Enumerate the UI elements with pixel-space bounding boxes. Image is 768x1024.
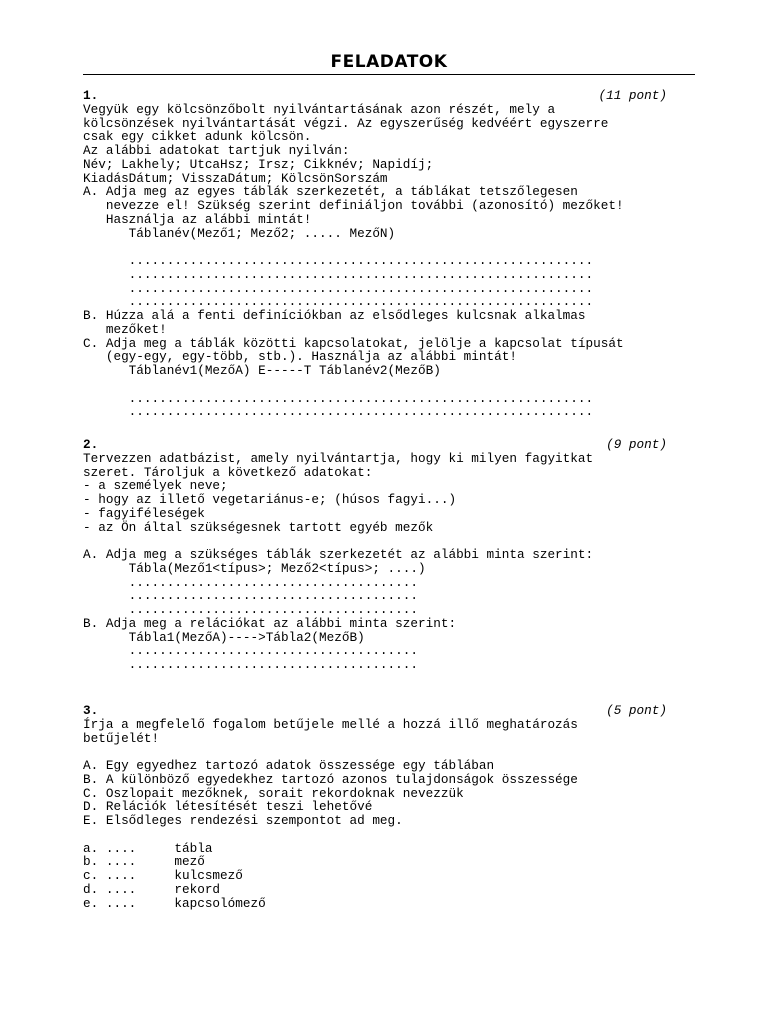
task-number: 2.	[83, 437, 99, 452]
task-text-line: KiadásDátum; VisszaDátum; KölcsönSorszám	[83, 170, 388, 186]
task-text-line: a. .... tábla	[83, 840, 213, 856]
task-text-line: A. Egy egyedhez tartozó adatok összessége egy táblában	[83, 758, 495, 773]
task-text-line: - hogy az illető vegetariánus-e; (húsos fagyi...)	[83, 492, 457, 507]
task-text-line: ......................................	[83, 657, 419, 672]
task-text-line: - a személyek neve;	[83, 478, 228, 494]
task-text-line: C. Adja meg a táblák közötti kapcsolatokat, jelölje a kapcsolat típusát	[83, 335, 624, 351]
task-text-line: ......................................	[83, 602, 419, 617]
task-text-line: .............................................................	[83, 404, 594, 420]
task-text-line: kölcsönzések nyilvántartását végzi. Az egyszerűség kedvéért egyszerre	[83, 115, 609, 131]
task-text-line: B. Húzza alá a fenti definíciókban az elsődleges kulcsnak alkalmas	[83, 308, 586, 323]
task-text-line: Táblanév(Mező1; Mező2; ..... MezőN)	[83, 225, 396, 241]
task-text-line: csak egy cikket adunk kölcsön.	[83, 129, 312, 145]
task-points: (5 pont)	[606, 703, 667, 718]
task-text-line: e. .... kapcsolómező	[83, 895, 266, 911]
task-text-line: B. A különböző egyedekhez tartozó azonos tulajdonságok összessége	[83, 771, 578, 787]
task-text-line: mezőket!	[83, 321, 167, 337]
task-text-line: d. .... rekord	[83, 881, 221, 897]
task-text-line: Vegyük egy kölcsönzőbolt nyilvántartásának azon részét, mely a	[83, 101, 556, 117]
task-text-line: A. Adja meg az egyes táblák szerkezetét, a táblákat tetszőlegesen	[83, 184, 578, 200]
task-text-line: .............................................................	[83, 390, 594, 406]
task-text-line: Az alábbi adatokat tartjuk nyilván:	[83, 143, 350, 158]
task-text-line: .............................................................	[83, 280, 594, 296]
task-text-line: C. Oszlopait mezőknek, sorait rekordoknak nevezzük	[83, 785, 464, 801]
task-text-line: Tábla1(MezőA)---->Tábla2(MezőB)	[83, 629, 365, 645]
task-text-line: nevezze el! Szükség szerint definiáljon további (azonosító) mezőket!	[83, 198, 624, 213]
task-text-line: Táblanév1(MezőA) E-----T Táblanév2(MezőB)	[83, 363, 441, 378]
task-text-line: .............................................................	[83, 253, 594, 268]
task-text-line: ......................................	[83, 574, 419, 590]
task-text-line: D. Relációk létesítését teszi lehetővé	[83, 799, 373, 815]
task-text-line: Tábla(Mező1<típus>; Mező2<típus>; ....)	[83, 560, 426, 576]
task-text-line: .............................................................	[83, 294, 594, 310]
task-text-line: B. Adja meg a relációkat az alábbi minta szerint:	[83, 615, 457, 631]
task-text-line: Tervezzen adatbázist, amely nyilvántartja, hogy ki milyen fagyitkat	[83, 450, 594, 466]
task-points: (11 pont)	[598, 88, 667, 103]
task-text-line: c. .... kulcsmező	[83, 868, 243, 883]
task-text-line: .............................................................	[83, 266, 594, 282]
task-text-line: betűjelét!	[83, 730, 160, 746]
task-text-line: - fagyiféleségek	[83, 505, 205, 521]
page-title: FELADATOK	[330, 52, 448, 72]
task-number: 1.	[83, 88, 99, 103]
task-text-line: szeret. Tároljuk a következő adatokat:	[83, 464, 373, 480]
task-text-line: Név; Lakhely; UtcaHsz; Irsz; Cikknév; Napidíj;	[83, 156, 434, 172]
task-text-line: Használja az alábbi mintát!	[83, 211, 312, 227]
title-divider	[83, 74, 695, 75]
task-text-line: Írja a megfelelő fogalom betűjele mellé a hozzá illő meghatározás	[83, 716, 578, 732]
task-text-line: (egy-egy, egy-több, stb.). Használja az alábbi mintát!	[83, 349, 517, 365]
task-text-line: ......................................	[83, 588, 419, 604]
task-text-line: - az Ön által szükségesnek tartott egyéb mezők	[83, 519, 434, 535]
task-text-line: b. .... mező	[83, 854, 205, 870]
task-text-line: A. Adja meg a szükséges táblák szerkezetét az alábbi minta szerint:	[83, 547, 594, 562]
task-text-line: ......................................	[83, 643, 419, 659]
task-text-line: E. Elsődleges rendezési szempontot ad meg.	[83, 813, 403, 828]
task-number: 3.	[83, 703, 99, 718]
task-points: (9 pont)	[606, 437, 667, 452]
